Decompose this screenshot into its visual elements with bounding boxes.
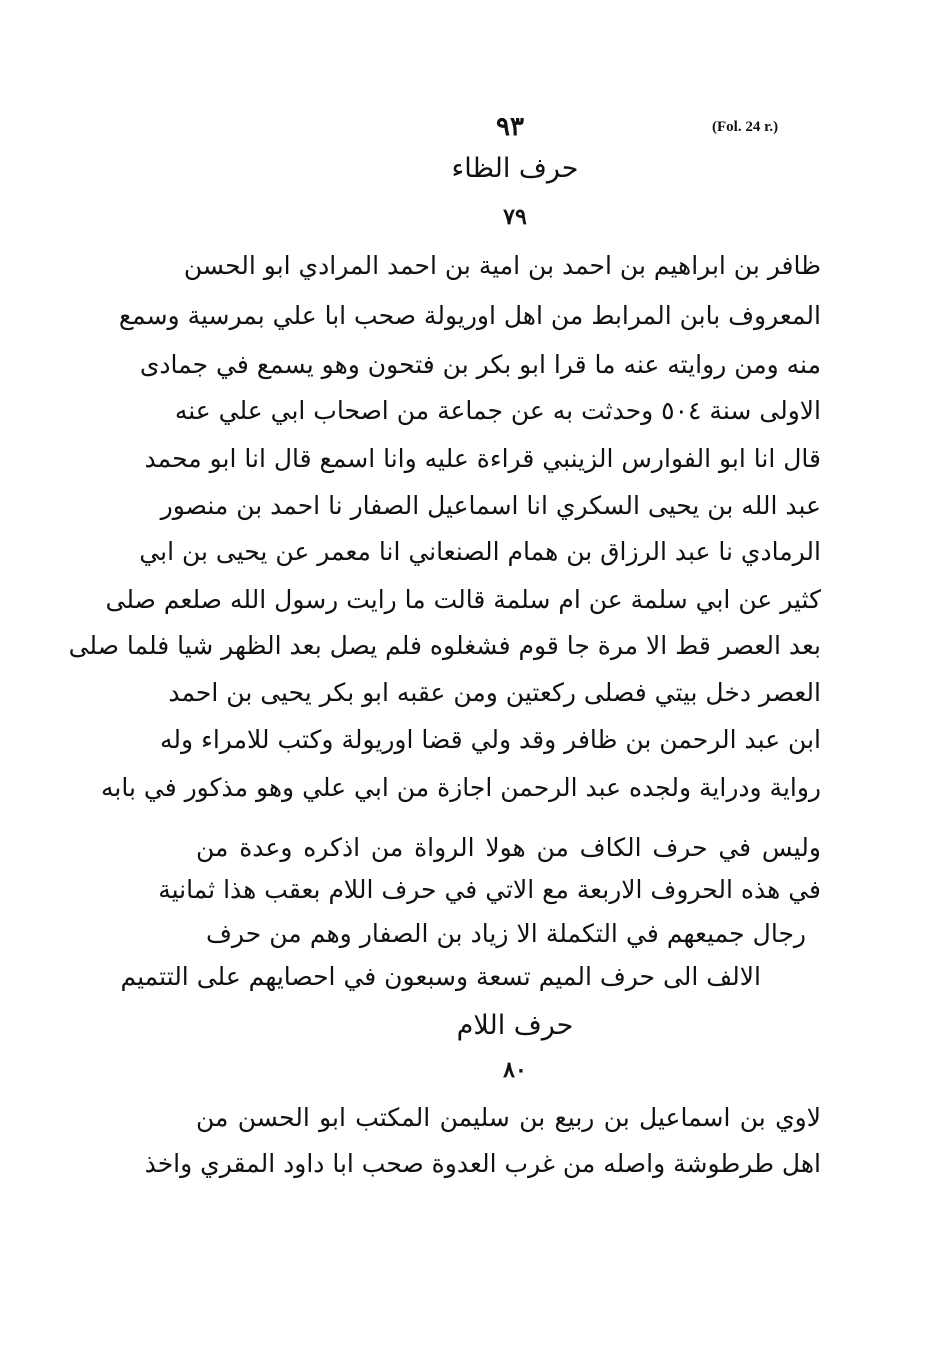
text-line: قال انا ابو الفوارس الزينبي قراءة عليه وانا اسمع قال انا ابو محمد (144, 444, 821, 473)
note-line: وليس في حرف الكاف من هولا الرواة من اذكره وعدة من (196, 833, 821, 862)
text-line: رواية ودراية ولجده عبد الرحمن اجازة من ابي علي وهو مذكور في بابه (100, 773, 821, 802)
text-line: منه ومن روايته عنه ما قرا ابو بكر بن فتحون وهو يسمع في جمادى (139, 350, 821, 379)
entry-number-80: ٨٠ (503, 1057, 527, 1083)
text-line: الرمادي نا عبد الرزاق بن همام الصنعاني انا معمر عن يحيى بن ابي (139, 537, 821, 566)
text-line: عبد الله بن يحيى السكري انا اسماعيل الصفار نا احمد بن منصور (160, 491, 821, 520)
note-line: رجال جميعهم في التكملة الا زياد بن الصفار وهم من حرف (206, 919, 806, 948)
text-line: لاوي بن اسماعيل بن ربيع بن سليمن المكتب ابو الحسن من (196, 1103, 821, 1132)
text-line: اهل طرطوشة واصله من غرب العدوة صحب ابا داود المقري واخذ (144, 1149, 821, 1178)
folio-reference: (Fol. 24 r.) (712, 119, 779, 135)
text-line: العصر دخل بيتي فصلى ركعتين ومن عقبه ابو بكر يحيى بن احمد (168, 678, 821, 707)
text-line: ابن عبد الرحمن بن ظافر وقد ولي قضا اوريولة وكتب للامراء وله (160, 725, 821, 754)
text-line: المعروف بابن المرابط من اهل اوريولة صحب ابا علي بمرسية وسمع (118, 301, 821, 330)
entry-number-79: ٧٩ (503, 204, 527, 230)
text-line: كثير عن ابي سلمة عن ام سلمة قالت ما رايت رسول الله صلعم صلى (105, 585, 821, 614)
text-line: بعد العصر قط الا مرة جا قوم فشغلوه فلم يصل بعد الظهر شيا فلما صلى (68, 631, 821, 660)
text-line: الاولى سنة ٥٠٤ وحدثت به عن جماعة من اصحاب ابي علي عنه (174, 396, 821, 425)
section-heading-zaa: حرف الظاء (451, 153, 579, 184)
text-line: ظافر بن ابراهيم بن احمد بن امية بن احمد المرادي ابو الحسن (183, 251, 821, 280)
section-heading-lam: حرف اللام (456, 1010, 574, 1041)
note-line: في هذه الحروف الاربعة مع الاتي في حرف اللام بعقب هذا ثمانية (158, 875, 821, 904)
page-number: ٩٣ (496, 112, 524, 142)
note-line: الالف الى حرف الميم تسعة وسبعون في احصايهم على التتميم (120, 962, 761, 991)
